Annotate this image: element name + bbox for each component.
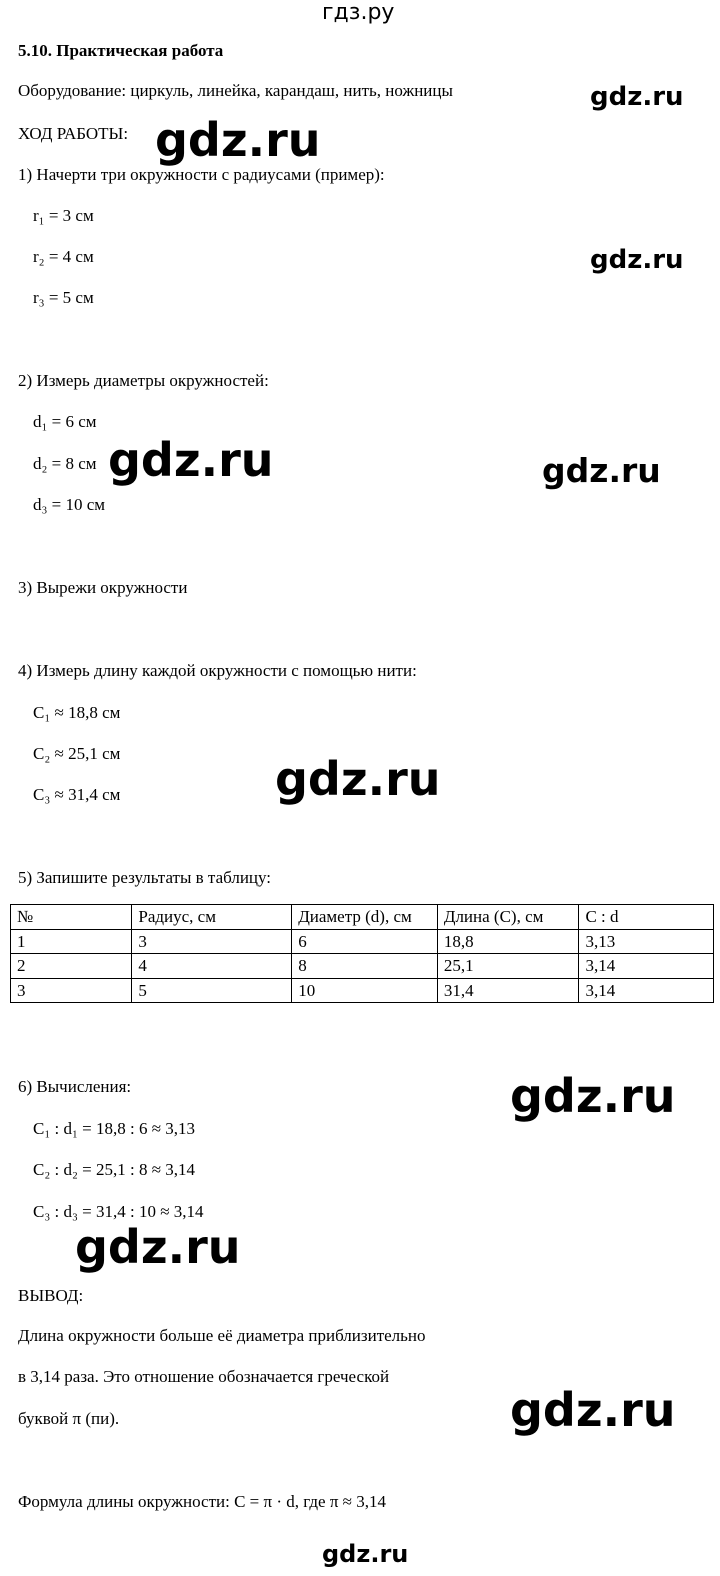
page-title: 5.10. Практическая работа	[18, 41, 224, 60]
table-cell: 2	[11, 954, 132, 979]
results-table	[10, 904, 714, 1003]
watermark: gdz.ru	[322, 1540, 409, 1568]
conclusion-line-1: Длина окружности больше её диаметра приблизительно	[18, 1326, 426, 1345]
calculation-2: C₂ : d₂ = 25,1 : 8 ≈ 3,14	[33, 1160, 196, 1179]
table-cell: 8	[292, 954, 438, 979]
step-5: 5) Запишите результаты в таблицу:	[18, 868, 272, 887]
length-3: C₃ ≈ 31,4 см	[33, 785, 121, 804]
conclusion-heading: ВЫВОД:	[18, 1286, 84, 1305]
diameter-1: d₁ = 6 см	[33, 412, 97, 431]
table-cell: 3,14	[579, 954, 714, 979]
step-6: 6) Вычисления:	[18, 1077, 132, 1096]
length-2: C₂ ≈ 25,1 см	[33, 744, 121, 763]
watermark: gdz.ru	[155, 113, 321, 167]
table-cell: 6	[292, 929, 438, 954]
table-header-cell: Длина (C), см	[437, 905, 579, 930]
watermark: gdz.ru	[75, 1220, 241, 1274]
table-cell: 25,1	[437, 954, 579, 979]
watermark: gdz.ru	[590, 245, 684, 275]
table-cell: 3,13	[579, 929, 714, 954]
table-header-cell: №	[11, 905, 132, 930]
calculation-3: C₃ : d₃ = 31,4 : 10 ≈ 3,14	[33, 1202, 204, 1221]
table-cell: 5	[132, 978, 292, 1003]
watermark: gdz.ru	[542, 451, 661, 490]
conclusion-line-3: буквой π (пи).	[18, 1409, 120, 1428]
equipment-text: Оборудование: циркуль, линейка, карандаш, нить, ножницы	[18, 81, 453, 100]
step-2: 2) Измерь диаметры окружностей:	[18, 371, 269, 390]
watermark: gdz.ru	[510, 1383, 676, 1437]
table-cell: 3	[132, 929, 292, 954]
watermark: gdz.ru	[108, 433, 274, 487]
procedure-heading: ХОД РАБОТЫ:	[18, 124, 129, 143]
table-row	[11, 954, 714, 979]
table-header-cell: C : d	[579, 905, 714, 930]
step-3: 3) Вырежи окружности	[18, 578, 188, 597]
watermark-top: гдз.ру	[322, 0, 395, 25]
table-row	[11, 978, 714, 1003]
table-cell: 1	[11, 929, 132, 954]
diameter-3: d₃ = 10 см	[33, 495, 106, 514]
table-cell: 3,14	[579, 978, 714, 1003]
radius-2: r₂ = 4 см	[33, 247, 94, 266]
step-1: 1) Начерти три окружности с радиусами (пример):	[18, 165, 385, 184]
radius-3: r₃ = 5 см	[33, 288, 94, 307]
table-cell: 3	[11, 978, 132, 1003]
calculation-1: C₁ : d₁ = 18,8 : 6 ≈ 3,13	[33, 1119, 196, 1138]
table-header-row	[11, 905, 714, 930]
table-header-cell: Диаметр (d), см	[292, 905, 438, 930]
watermark: gdz.ru	[590, 82, 684, 112]
table-cell: 4	[132, 954, 292, 979]
length-1: C₁ ≈ 18,8 см	[33, 703, 121, 722]
table-header-cell: Радиус, см	[132, 905, 292, 930]
table-cell: 31,4	[437, 978, 579, 1003]
table-row	[11, 929, 714, 954]
formula-text: Формула длины окружности: C = π · d, где π ≈ 3,14	[18, 1492, 386, 1511]
diameter-2: d₂ = 8 см	[33, 454, 97, 473]
table-cell: 18,8	[437, 929, 579, 954]
step-4: 4) Измерь длину каждой окружности с помощью нити:	[18, 661, 417, 680]
watermark: gdz.ru	[275, 752, 441, 806]
conclusion-line-2: в 3,14 раза. Это отношение обозначается греческой	[18, 1367, 390, 1386]
radius-1: r₁ = 3 см	[33, 206, 94, 225]
watermark: gdz.ru	[510, 1069, 676, 1123]
table-cell: 10	[292, 978, 438, 1003]
